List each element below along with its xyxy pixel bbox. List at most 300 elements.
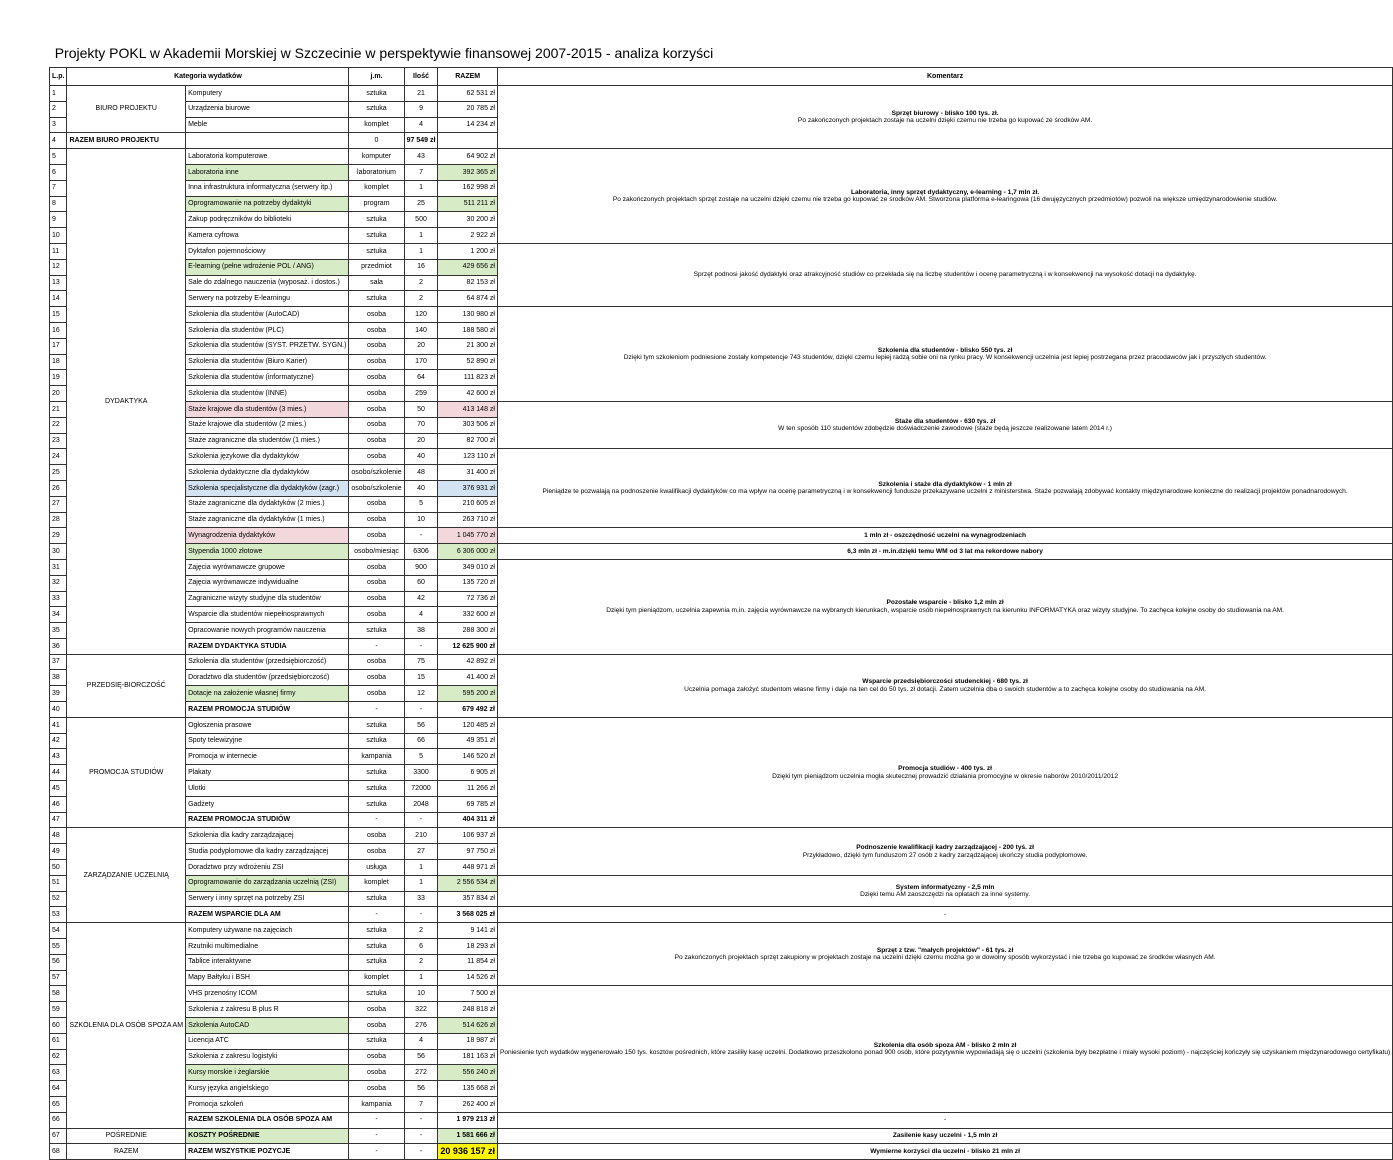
expense-name: Meble [186,117,349,133]
quantity-cell: 21 [404,86,438,102]
amount-cell: 20 936 157 zł [438,1144,498,1160]
quantity-cell: 16 [404,259,438,275]
unit-cell: osoba [349,386,404,402]
quantity-cell: 3300 [404,765,438,781]
row-number: 13 [50,275,67,291]
amount-cell: 181 163 zł [438,1049,498,1065]
unit-cell: osoba [349,528,404,544]
unit-cell: sztuka [349,86,404,102]
unit-cell: sztuka [349,212,404,228]
amount-cell: 120 485 zł [438,717,498,733]
quantity-cell: 6306 [404,544,438,560]
row-number: 47 [50,812,67,828]
comment-title: Wymierne korzyści dla uczelni - blisko 21 mln zł [870,1148,1020,1156]
row-number: 62 [50,1049,67,1065]
amount-cell: 11 854 zł [438,954,498,970]
comment-cell [497,828,1392,875]
comment-cell [497,149,1392,244]
row-number: 37 [50,654,67,670]
unit-cell: osoba [349,1018,404,1034]
row-number: 30 [50,544,67,560]
row-number: 21 [50,401,67,417]
unit-cell: osoba [349,370,404,386]
expense-name: RAZEM PROMOCJA STUDIÓW [186,702,349,718]
expense-name: Kursy języka angielskiego [186,1081,349,1097]
category-group-label: PROMOCJA STUDIÓW [67,717,186,828]
quantity-cell: 75 [404,654,438,670]
comment-cell [497,401,1392,448]
table-row [50,401,1393,417]
comment-cell [497,1112,1392,1128]
amount-cell: 263 710 zł [438,512,498,528]
quantity-cell: 210 [404,828,438,844]
table-row [50,1144,1393,1160]
quantity-cell: 12 [404,686,438,702]
header-unit: j.m. [349,68,404,86]
row-number: 64 [50,1081,67,1097]
table-row [50,449,1393,465]
quantity-cell: 140 [404,322,438,338]
quantity-cell: 20 [404,338,438,354]
expense-name: Licencja ATC [186,1033,349,1049]
unit-cell: komplet [349,180,404,196]
expense-name: Rzutniki multimedialne [186,939,349,955]
quantity-cell: 2 [404,291,438,307]
quantity-cell: 72000 [404,781,438,797]
row-number: 29 [50,528,67,544]
row-number: 66 [50,1112,67,1128]
header-category: Kategoria wydatków [67,68,349,86]
comment-title: Szkolenia i staże dla dydaktyków - 1 mln zł [878,480,1012,488]
amount-cell: 18 987 zł [438,1033,498,1049]
amount-cell: 595 200 zł [438,686,498,702]
row-number: 22 [50,417,67,433]
comment-text: Dzięki tym pieniądzom uczelnia mogła skutecznej prowadzić działania promocyjne w okresie naborów 2010/2011/2012 [772,772,1119,780]
expense-name: E-learning (pełne wdrożenie POL / ANG) [186,259,349,275]
table-row [50,86,1393,102]
unit-cell: komplet [349,970,404,986]
row-number: 42 [50,733,67,749]
row-number: 27 [50,496,67,512]
quantity-cell: 70 [404,417,438,433]
comment-title: Sprzęt z tzw. "małych projektów" - 61 tys. zł [876,946,1014,954]
expense-name: Laboratoria komputerowe [186,149,349,165]
amount-cell: 303 506 zł [438,417,498,433]
unit-cell: program [349,196,404,212]
comment-text: Po zakończonych projektach sprzęt zakupiony w projektach zostaje na uczelni dzięki czemu można go w dowolny sposób wykorzystać i nie trzeba go kupować ze środków własnych AM. [674,954,1216,962]
quantity-cell: 10 [404,986,438,1002]
expense-name: Kamera cyfrowa [186,228,349,244]
row-number: 46 [50,796,67,812]
header-lp: L.p. [50,68,67,86]
comment-text: Sprzęt podnosi jakość dydaktyki oraz atrakcyjność studiów co przekłada się na liczbę studentów i ocenę parametryczną i w konsekwencji na wysokość dotacji na dydaktykę. [693,271,1197,279]
unit-cell: - [349,907,404,923]
amount-cell: 42 892 zł [438,654,498,670]
comment-cell [497,1144,1392,1160]
unit-cell: osoba [349,512,404,528]
unit-cell [186,133,349,149]
unit-cell: - [349,1112,404,1128]
comment-text: Dzięki tym pieniądzom, uczelnia zapewnia m.in. zajęcia wyrównawcze na wybranych kierunkach, wsparcie osób niepełnosprawnych na kierunku INFORMATYKA oraz wizyty studyjne. To zachęca kolejne osoby do studiowania na AM. [606,606,1284,614]
unit-cell: sztuka [349,923,404,939]
expense-name: Szkolenia dla studentów (PLC) [186,322,349,338]
row-number: 4 [50,133,67,149]
expense-name: Doradztwo dla studentów (przedsiębiorczość) [186,670,349,686]
unit-cell: osobo/szkolenie [349,465,404,481]
unit-cell: przedmiot [349,259,404,275]
amount-cell: 12 625 900 zł [438,638,498,654]
unit-cell: sztuka [349,717,404,733]
expense-name: Staże zagraniczne dla dydaktyków (1 mies.) [186,512,349,528]
amount-cell: 162 998 zł [438,180,498,196]
unit-cell: sztuka [349,796,404,812]
comment-cell [497,307,1392,402]
comment-cell [497,907,1392,923]
quantity-cell: - [404,1128,438,1144]
table-row [50,559,1393,575]
amount-cell: 42 600 zł [438,386,498,402]
amount-cell: 97 549 zł [404,133,438,149]
expense-name: Doradztwo przy wdrożeniu ZSI [186,860,349,876]
comment-cell [497,654,1392,717]
quantity-cell: 27 [404,844,438,860]
unit-cell: osoba [349,354,404,370]
category-group-label: RAZEM [67,1144,186,1160]
unit-cell: osoba [349,496,404,512]
unit-cell: sztuka [349,228,404,244]
row-number: 8 [50,196,67,212]
unit-cell: osoba [349,654,404,670]
amount-cell: 69 785 zł [438,796,498,812]
comment-text: Po zakończonych projektach zostaje na uczelni dzięki czemu nie trzeba go kupować ze środków AM. [797,117,1093,125]
comment-text: W ten sposób 110 studentów zdobędzie doświadczenie zawodowe (staże będą jeszcze realizowane latem 2014 r.) [778,425,1112,433]
header-amount: RAZEM [438,68,498,86]
quantity-cell: 60 [404,575,438,591]
category-group-label: PRZEDSIĘ-BIORCZOŚĆ [67,654,186,717]
row-number: 68 [50,1144,67,1160]
unit-cell: laboratorium [349,164,404,180]
table-row [50,528,1393,544]
amount-cell: 2 556 534 zł [438,875,498,891]
unit-cell: sztuka [349,733,404,749]
quantity-cell: 5 [404,749,438,765]
quantity-cell: 0 [349,133,404,149]
unit-cell: osoba [349,322,404,338]
quantity-cell: 322 [404,1002,438,1018]
expense-name: Komputery [186,86,349,102]
unit-cell: osoba [349,449,404,465]
row-number: 34 [50,607,67,623]
unit-cell: osoba [349,591,404,607]
expense-name: Komputery używane na zajęciach [186,923,349,939]
unit-cell: sala [349,275,404,291]
quantity-cell: 56 [404,1049,438,1065]
quantity-cell: - [404,528,438,544]
amount-cell: 556 240 zł [438,1065,498,1081]
amount-cell: 14 234 zł [438,117,498,133]
unit-cell: sztuka [349,954,404,970]
expense-name: Tablice interaktywne [186,954,349,970]
row-number: 6 [50,164,67,180]
expense-name: KOSZTY POŚREDNIE [186,1128,349,1144]
quantity-cell: 4 [404,1033,438,1049]
amount-cell: 52 890 zł [438,354,498,370]
amount-cell: 97 750 zł [438,844,498,860]
expense-name: Wsparcie dla studentów niepełnosprawnych [186,607,349,623]
amount-cell: 679 492 zł [438,702,498,718]
expense-name: Szkolenia dla studentów (SYST. PRZETW. SYGN.) [186,338,349,354]
unit-cell: osoba [349,1081,404,1097]
table-row [50,149,1393,165]
row-number: 38 [50,670,67,686]
unit-cell: osoba [349,401,404,417]
amount-cell: 429 656 zł [438,259,498,275]
expense-name: Wynagrodzenia dydaktyków [186,528,349,544]
comment-text: - [943,1116,947,1124]
row-number: 50 [50,860,67,876]
expense-name: VHS przenośny ICOM [186,986,349,1002]
row-number: 1 [50,86,67,102]
amount-cell: 106 937 zł [438,828,498,844]
table-row [50,654,1393,670]
amount-cell: 248 818 zł [438,1002,498,1018]
amount-cell: 404 311 zł [438,812,498,828]
amount-cell: 135 668 zł [438,1081,498,1097]
unit-cell: sztuka [349,765,404,781]
quantity-cell: 170 [404,354,438,370]
unit-cell: osoba [349,1002,404,1018]
category-group-label: ZARZĄDZANIE UCZELNIĄ [67,828,186,923]
quantity-cell: - [404,1144,438,1160]
comment-title: 6,3 mln zł - m.in.dzięki temu WM od 3 lat ma rekordowe nabory [847,547,1043,555]
table-row [50,307,1393,323]
expense-name: Serwery na potrzeby E-learningu [186,291,349,307]
quantity-cell: 1 [404,180,438,196]
row-number: 61 [50,1033,67,1049]
table-row [50,1128,1393,1144]
table-row [50,717,1393,733]
expense-name: Staże krajowe dla studentów (3 mies.) [186,401,349,417]
quantity-cell: 20 [404,433,438,449]
quantity-cell: 6 [404,939,438,955]
expense-name: RAZEM BIURO PROJEKTU [67,133,186,149]
page-title: Projekty POKL w Akademii Morskiej w Szczecinie w perspektywie finansowej 2007-2015 - analiza korzyści [54,45,714,61]
amount-cell: 72 736 zł [438,591,498,607]
quantity-cell: 40 [404,480,438,496]
amount-cell: 357 834 zł [438,891,498,907]
amount-cell: 6 905 zł [438,765,498,781]
comment-text: Dzięki tym szkoleniom podniesione zostały kompetencje 743 studentów, dzięki czemu lepiej radzą sobie oni na rynku pracy. W konsekwencji uczelnia jest lepiej postrzegana przez pracodawców jak i przyszłych studentów. [623,354,1267,362]
amount-cell: 135 720 zł [438,575,498,591]
row-number: 9 [50,212,67,228]
amount-cell: 30 200 zł [438,212,498,228]
row-number: 3 [50,117,67,133]
amount-cell: 21 300 zł [438,338,498,354]
unit-cell: - [349,1128,404,1144]
row-number: 60 [50,1018,67,1034]
row-number: 55 [50,939,67,955]
expense-name: Promocja szkoleń [186,1097,349,1113]
quantity-cell: 900 [404,559,438,575]
unit-cell: sztuka [349,291,404,307]
comment-cell [497,1128,1392,1144]
quantity-cell: 7 [404,164,438,180]
quantity-cell: 1 [404,228,438,244]
comment-text: - [943,911,947,919]
row-number: 41 [50,717,67,733]
expense-name: Mapy Bałtyku i BSH [186,970,349,986]
row-number: 10 [50,228,67,244]
unit-cell: sztuka [349,101,404,117]
expense-name: Szkolenia dla studentów (AutoCAD) [186,307,349,323]
unit-cell: - [349,702,404,718]
amount-cell: 2 922 zł [438,228,498,244]
amount-cell: 448 971 zł [438,860,498,876]
amount-cell: 288 300 zł [438,623,498,639]
comment-text: Poniesienie tych wydatków wygenerowało 150 tys. kosztów pośrednich, które zasiliły kasę uczelni. Dodatkowo przeszkolono ponad 900 osób, które pozytywnie wypowiadają się o uczelni (szkolenia były bezpłatne i miały wysoki poziom) - najczęściej kończyły się uzyskaniem międzynarodowego certyfikatu) [499,1049,1391,1057]
row-number: 25 [50,465,67,481]
row-number: 19 [50,370,67,386]
expense-name: Zajęcia wyrównawcze indywidualne [186,575,349,591]
amount-cell: 7 500 zł [438,986,498,1002]
quantity-cell: 43 [404,149,438,165]
unit-cell: osobo/miesiąc [349,544,404,560]
unit-cell: - [349,812,404,828]
amount-cell: 511 211 zł [438,196,498,212]
expense-name: Dyktafon pojemnościowy [186,243,349,259]
expense-name: Zagraniczne wizyty studyjne dla studentów [186,591,349,607]
table-row [50,875,1393,891]
expense-name: Spoty telewizyjne [186,733,349,749]
row-number: 54 [50,923,67,939]
unit-cell: - [349,1144,404,1160]
comment-cell [497,243,1392,306]
amount-cell: 514 626 zł [438,1018,498,1034]
category-group-label: BIURO PROJEKTU [67,86,186,133]
comment-title: Szkolenia dla osób spoza AM - blisko 2 mln zł [873,1041,1017,1049]
quantity-cell: 25 [404,196,438,212]
unit-cell: osoba [349,559,404,575]
row-number: 32 [50,575,67,591]
table-row [50,828,1393,844]
amount-cell: 62 531 zł [438,86,498,102]
expense-name: Staże zagraniczne dla studentów (1 mies.) [186,433,349,449]
expense-name: Ulotki [186,781,349,797]
comment-text: Dzięki temu AM zaoszczędzi na opłatach za inne systemy. [860,891,1031,899]
unit-cell: kampania [349,1097,404,1113]
category-group-label: DYDAKTYKA [67,149,186,655]
comment-title: Sprzęt biurowy - blisko 100 tys. zł. [891,109,999,117]
quantity-cell: - [404,1112,438,1128]
quantity-cell: 1 [404,970,438,986]
expense-name: Szkolenia specjalistyczne dla dydaktyków (zagr.) [186,480,349,496]
expense-name: Szkolenia dla kadry zarządzającej [186,828,349,844]
expense-name: Kursy morskie i żeglarskie [186,1065,349,1081]
quantity-cell: 10 [404,512,438,528]
quantity-cell: 276 [404,1018,438,1034]
expense-name: Promocja w internecie [186,749,349,765]
unit-cell: kampania [349,749,404,765]
header-qty: Ilość [404,68,438,86]
expense-name: Oprogramowanie na potrzeby dydaktyki [186,196,349,212]
expense-name: Szkolenia dla studentów (informatyczne) [186,370,349,386]
quantity-cell: - [404,907,438,923]
expense-name: Ogłoszenia prasowe [186,717,349,733]
amount-cell: 82 700 zł [438,433,498,449]
expense-name: Staże krajowe dla studentów (2 mies.) [186,417,349,433]
row-number: 39 [50,686,67,702]
quantity-cell: 259 [404,386,438,402]
expense-name: RAZEM DYDAKTYKA STUDIA [186,638,349,654]
row-number: 20 [50,386,67,402]
expense-name: Plakaty [186,765,349,781]
unit-cell: osoba [349,575,404,591]
amount-cell: 41 400 zł [438,670,498,686]
row-number: 16 [50,322,67,338]
row-number: 45 [50,781,67,797]
quantity-cell: 48 [404,465,438,481]
amount-cell: 332 600 zł [438,607,498,623]
amount-cell: 64 874 zł [438,291,498,307]
expense-name: Studia podyplomowe dla kadry zarządzającej [186,844,349,860]
header-comment: Komentarz [497,68,1392,86]
amount-cell: 413 148 zł [438,401,498,417]
row-number: 67 [50,1128,67,1144]
quantity-cell: 42 [404,591,438,607]
unit-cell: komputer [349,149,404,165]
comment-title: Staże dla studentów - 630 tys. zł [894,417,996,425]
quantity-cell: 56 [404,1081,438,1097]
table-row [50,923,1393,939]
row-number: 58 [50,986,67,1002]
amount-cell: 210 605 zł [438,496,498,512]
row-number: 48 [50,828,67,844]
unit-cell: sztuka [349,781,404,797]
row-number: 12 [50,259,67,275]
unit-cell: osoba [349,686,404,702]
comment-title: Wsparcie przedsiębiorczości studenckiej - 680 tys. zł [862,678,1028,686]
unit-cell: osoba [349,828,404,844]
quantity-cell: 9 [404,101,438,117]
unit-cell: sztuka [349,986,404,1002]
quantity-cell: 38 [404,623,438,639]
cost-benefit-table [49,67,1393,1160]
comment-text: Uczelnia pomaga założyć studentom własne firmy i daje na ten cel do 50 tys. zł dotacji. Zatem uczelnia dba o swoich studentów a to zachęca kolejne osoby do studiowania na AM. [684,685,1207,693]
unit-cell: osoba [349,670,404,686]
comment-title: Laboratoria, inny sprzęt dydaktyczny, e-learning - 1,7 mln zł. [850,188,1040,196]
row-number: 52 [50,891,67,907]
row-number: 23 [50,433,67,449]
amount-cell: 146 520 zł [438,749,498,765]
row-number: 2 [50,101,67,117]
comment-cell [497,86,1392,149]
unit-cell: osoba [349,307,404,323]
quantity-cell: 1 [404,875,438,891]
expense-name: Zajęcia wyrównawcze grupowe [186,559,349,575]
expense-name: Szkolenia dla studentów (Biuro Karier) [186,354,349,370]
comment-title: Szkolenia dla studentów - blisko 550 tys. zł [877,346,1013,354]
expense-name: RAZEM WSPARCIE DLA AM [186,907,349,923]
quantity-cell: - [404,638,438,654]
quantity-cell: 33 [404,891,438,907]
comment-cell [497,986,1392,1112]
row-number: 59 [50,1002,67,1018]
unit-cell: sztuka [349,243,404,259]
row-number: 24 [50,449,67,465]
table-row [50,907,1393,923]
table-row [50,544,1393,560]
expense-name: Sale do zdalnego nauczenia (wyposaż. i dostos.) [186,275,349,291]
